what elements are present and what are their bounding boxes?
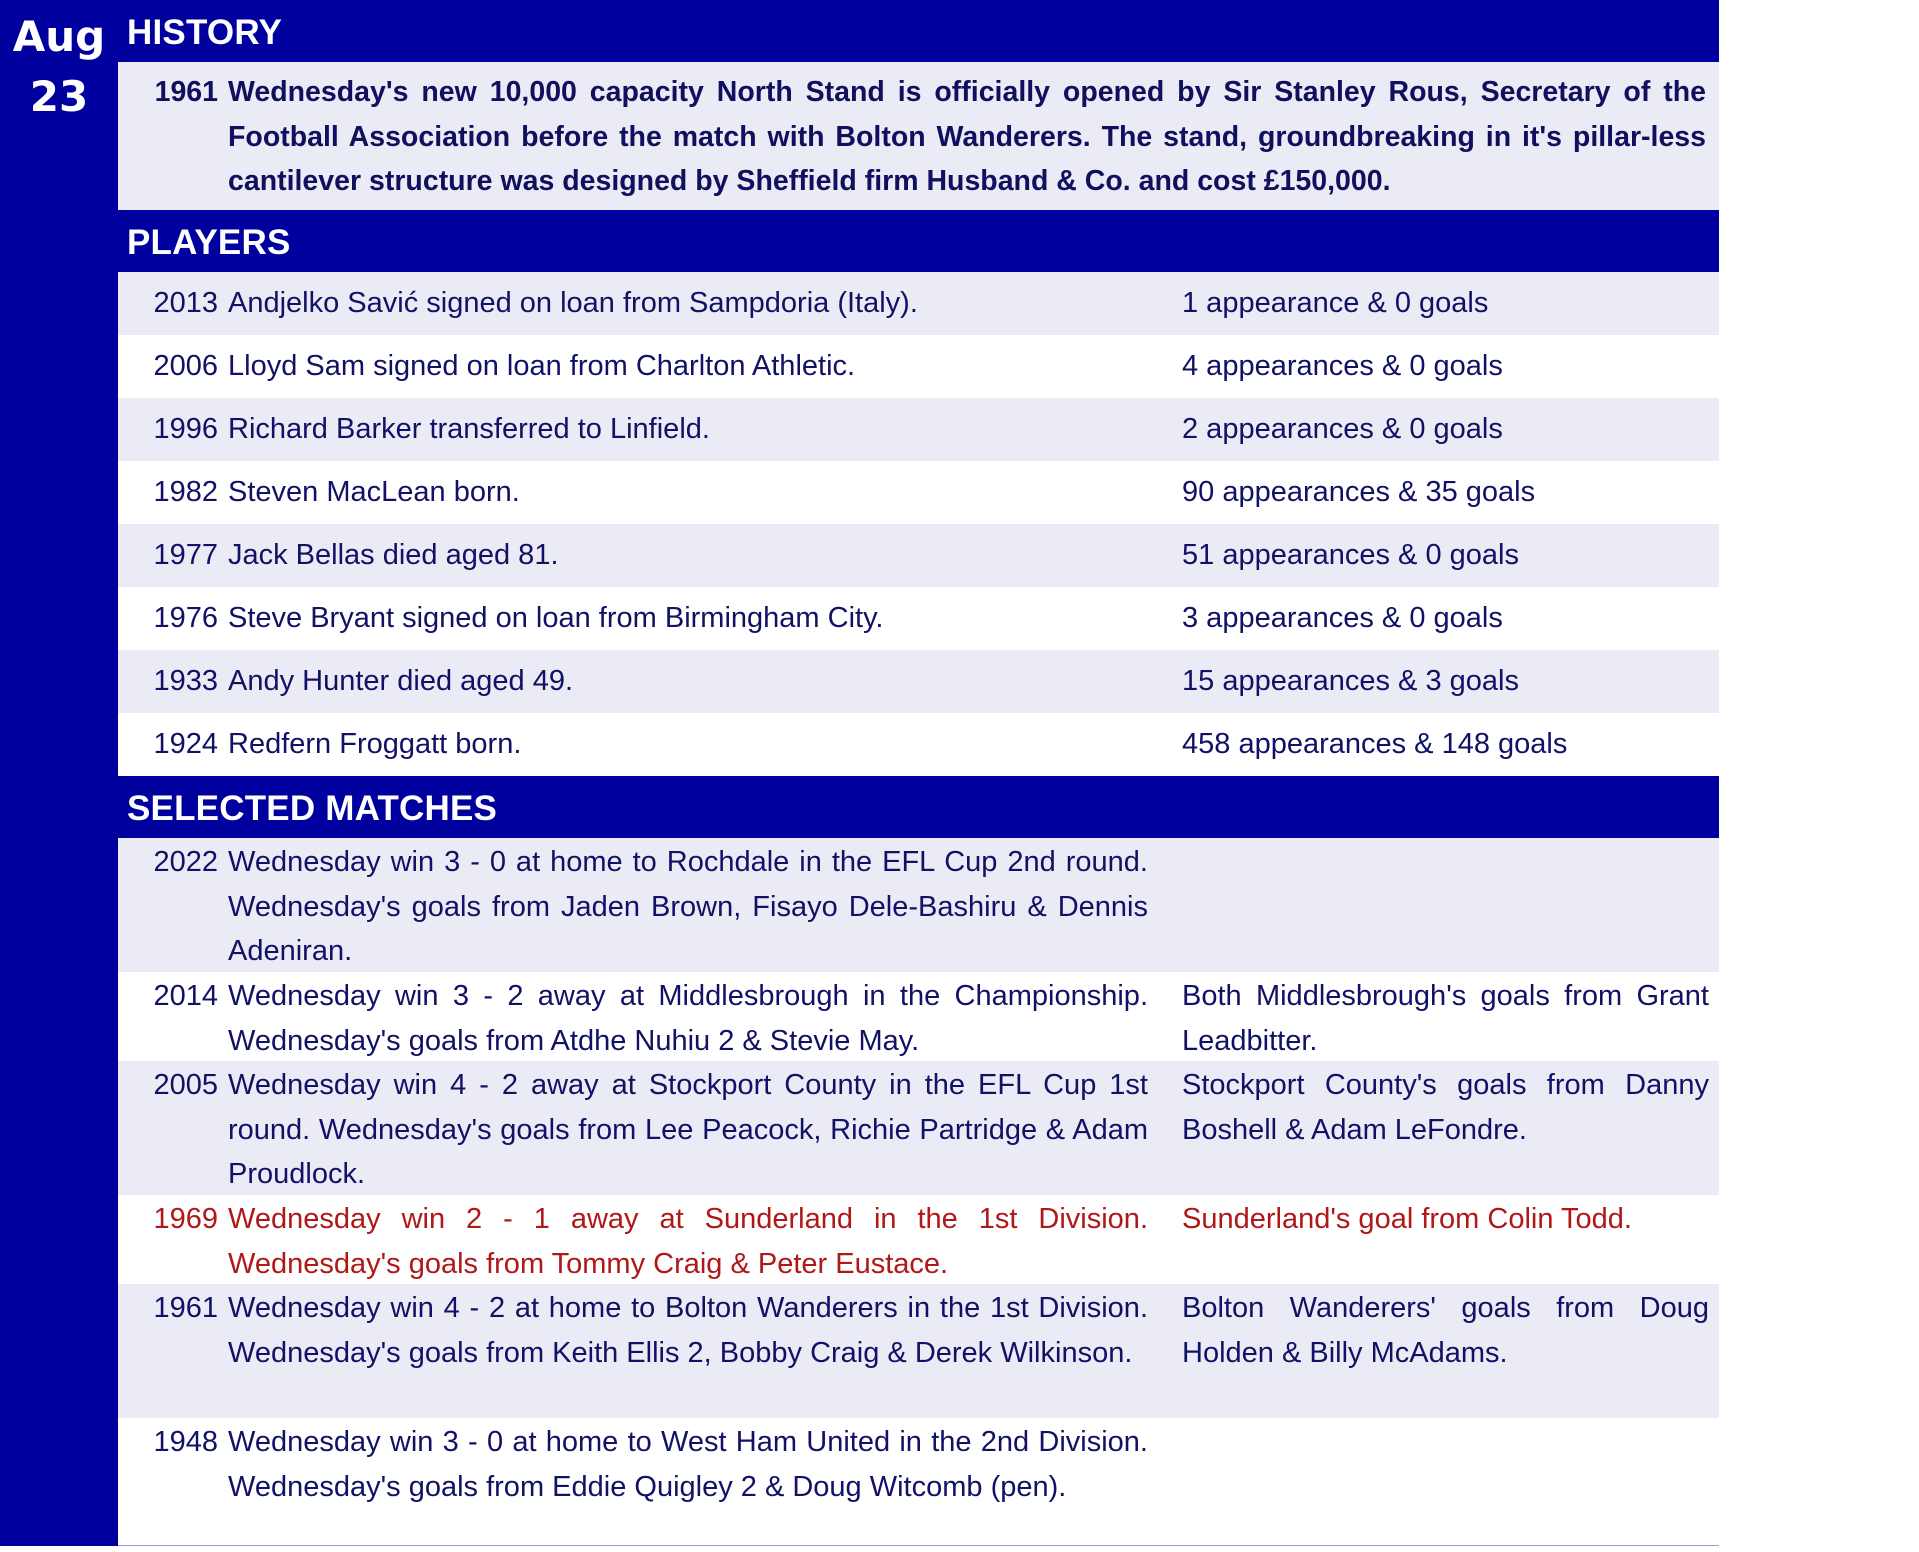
match-text: Wednesday win 4 - 2 away at Stockport County in the EFL Cup 1st round. Wednesday's goals from Lee Peacock, Richie Partridge & Adam Proudlock.	[228, 1069, 1148, 1190]
match-year: 2005	[153, 1069, 218, 1101]
match-opponent-goals: Stockport County's goals from Danny Boshell & Adam LeFondre.	[1182, 1069, 1709, 1146]
history-year: 1961	[154, 76, 218, 108]
player-stats: 3 appearances & 0 goals	[1182, 602, 1503, 634]
player-year: 2013	[153, 287, 218, 319]
player-stats: 90 appearances & 35 goals	[1182, 476, 1536, 508]
date-month: Aug	[12, 12, 106, 61]
match-row	[118, 1418, 1719, 1552]
match-text: Wednesday win 3 - 0 at home to Rochdale in the EFL Cup 2nd round. Wednesday's goals from Jaden Brown, Fisayo Dele-Bashiru & Dennis Adeniran.	[228, 846, 1148, 967]
match-text: Wednesday win 4 - 2 at home to Bolton Wanderers in the 1st Division. Wednesday's goals from Keith Ellis 2, Bobby Craig & Derek Wilkinson.	[228, 1292, 1148, 1369]
player-text: Lloyd Sam signed on loan from Charlton Athletic.	[228, 350, 856, 382]
player-row	[118, 335, 1719, 398]
history-header: HISTORY	[118, 0, 1719, 62]
content	[118, 0, 1719, 1552]
player-stats: 1 appearance & 0 goals	[1182, 287, 1489, 319]
player-year: 1924	[153, 728, 218, 760]
match-year: 2022	[153, 846, 218, 878]
date-day: 23	[29, 72, 89, 121]
player-row	[118, 650, 1719, 713]
player-row	[118, 461, 1719, 524]
player-stats: 2 appearances & 0 goals	[1182, 413, 1503, 445]
player-text: Jack Bellas died aged 81.	[228, 539, 559, 571]
player-text: Andjelko Savić signed on loan from Sampdoria (Italy).	[228, 287, 918, 319]
player-year: 1977	[153, 539, 218, 571]
match-text: Wednesday win 2 - 1 away at Sunderland in the 1st Division. Wednesday's goals from Tommy Craig & Peter Eustace.	[228, 1203, 1148, 1280]
match-opponent-goals: Sunderland's goal from Colin Todd.	[1182, 1203, 1632, 1235]
player-row	[118, 272, 1719, 335]
players-header: PLAYERS	[118, 210, 1719, 272]
player-row	[118, 524, 1719, 587]
match-row	[118, 1061, 1719, 1195]
player-stats: 15 appearances & 3 goals	[1182, 665, 1519, 697]
match-year: 1948	[153, 1426, 218, 1458]
match-opponent-goals: Both Middlesbrough's goals from Grant Leadbitter.	[1182, 980, 1709, 1057]
player-text: Andy Hunter died aged 49.	[228, 665, 574, 697]
match-row-highlight	[118, 1195, 1719, 1284]
player-stats: 4 appearances & 0 goals	[1182, 350, 1503, 382]
history-text: Wednesday's new 10,000 capacity North Stand is officially opened by Sir Stanley Rous, Secretary of the Football Association before the match with Bolton Wanderers. The stand, groundbreaking in it's pillar-less cantilever structure was designed by Sheffield firm Husband & Co. and cost £150,000.	[228, 76, 1706, 197]
player-year: 1982	[153, 476, 218, 508]
player-text: Steven MacLean born.	[228, 476, 520, 508]
player-row	[118, 398, 1719, 461]
player-year: 1933	[153, 665, 218, 697]
player-stats: 51 appearances & 0 goals	[1182, 539, 1519, 571]
player-year: 1996	[153, 413, 218, 445]
match-year: 1969	[153, 1203, 218, 1235]
match-opponent-goals: Bolton Wanderers' goals from Doug Holden & Billy McAdams.	[1182, 1292, 1709, 1369]
player-text: Steve Bryant signed on loan from Birmingham City.	[228, 602, 884, 634]
match-year: 1961	[153, 1292, 218, 1324]
player-stats: 458 appearances & 148 goals	[1182, 728, 1568, 760]
match-text: Wednesday win 3 - 2 away at Middlesbrough in the Championship. Wednesday's goals from Atdhe Nuhiu 2 & Stevie May.	[228, 980, 1148, 1057]
player-text: Richard Barker transferred to Linfield.	[228, 413, 710, 445]
history-row	[118, 62, 1719, 210]
match-row	[118, 1284, 1719, 1418]
match-year: 2014	[153, 980, 218, 1012]
player-row	[118, 713, 1719, 776]
player-row	[118, 587, 1719, 650]
matches-header: SELECTED MATCHES	[118, 776, 1719, 838]
match-text: Wednesday win 3 - 0 at home to West Ham United in the 2nd Division. Wednesday's goals from Eddie Quigley 2 & Doug Witcomb (pen).	[228, 1426, 1148, 1503]
player-year: 1976	[153, 602, 218, 634]
player-text: Redfern Froggatt born.	[228, 728, 522, 760]
player-year: 2006	[153, 350, 218, 382]
match-row	[118, 838, 1719, 972]
match-row	[118, 972, 1719, 1061]
date-strip	[0, 0, 118, 1546]
